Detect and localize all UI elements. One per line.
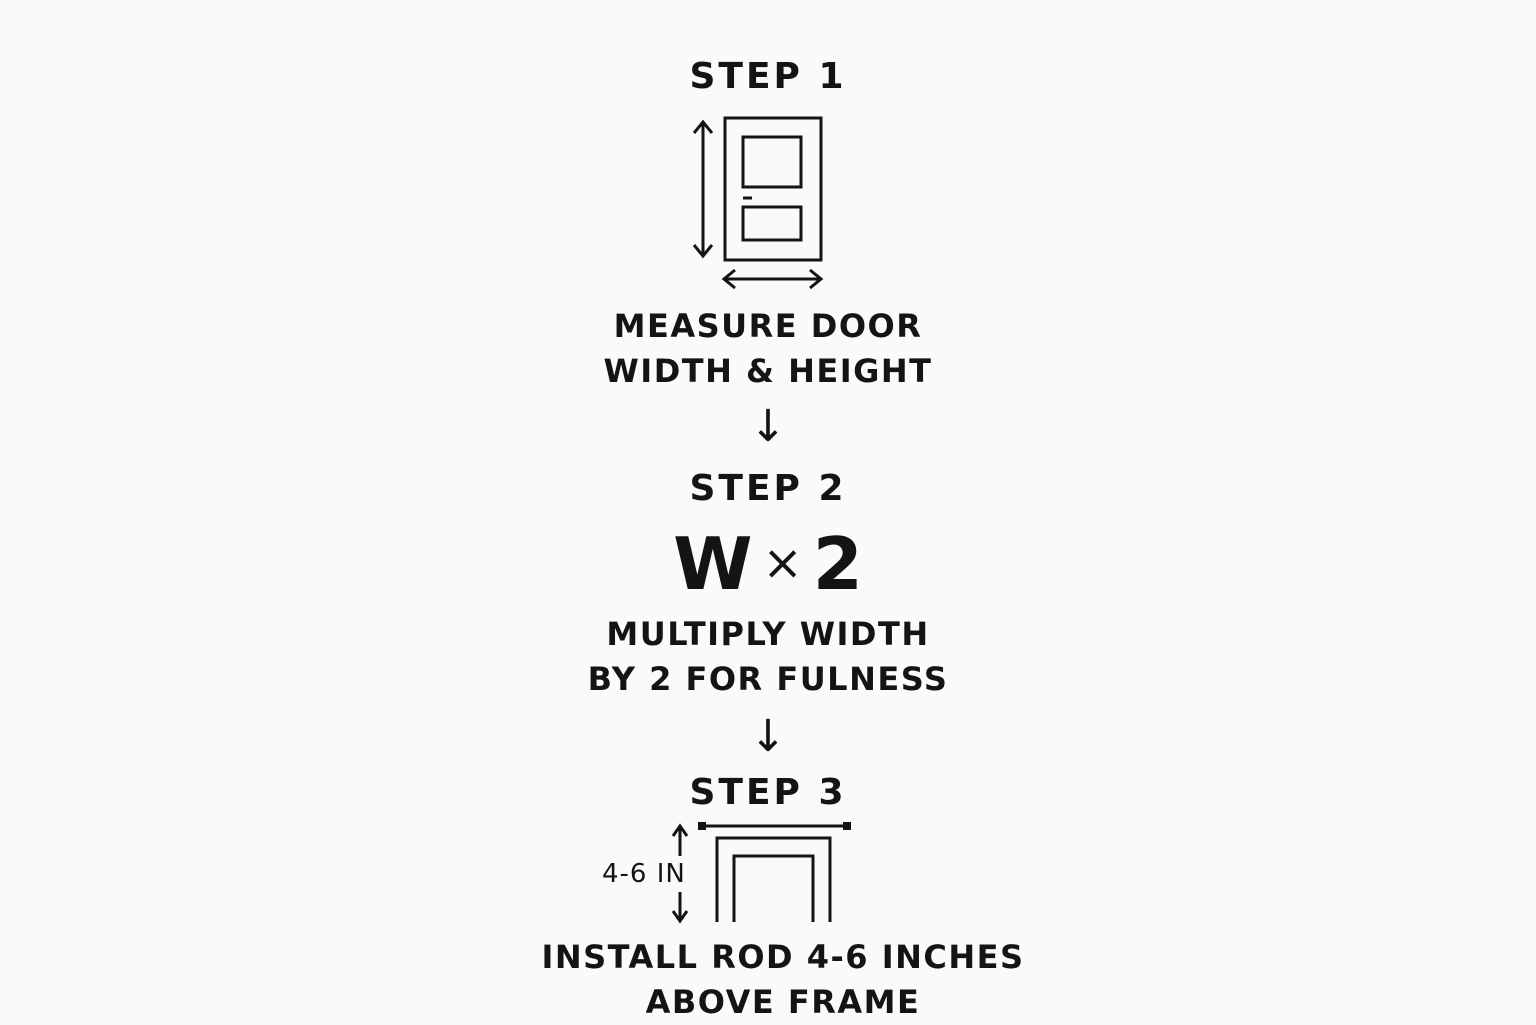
formula-width-symbol: W [673,522,753,606]
step-1-title: STEP 1 [689,56,847,97]
step-2-title: STEP 2 [689,468,847,509]
step-3-title: STEP 3 [689,772,847,813]
step-2-caption-line-1: MULTIPLY WIDTH [606,615,930,653]
step-3-caption-line-2: ABOVE FRAME [645,983,921,1021]
step-1-caption-line-2: WIDTH & HEIGHT [603,352,933,390]
step-1-caption [0,304,1536,394]
step-2-formula [0,522,1536,606]
step-3-caption-line-1: INSTALL ROD 4-6 INCHES [541,938,1025,976]
step-1-caption-line-1: MEASURE DOOR [613,307,923,345]
down-arrow-icon: ↓ [749,711,787,762]
step-2-caption-line-2: BY 2 FOR FULNESS [587,660,949,698]
formula-factor: 2 [812,522,863,606]
multiply-icon: × [762,535,803,591]
rod-height-dimension-label: 4-6 IN [602,859,686,889]
step-2-caption [0,612,1536,702]
down-arrow-icon: ↓ [749,401,787,452]
step-3-caption [0,935,1536,1025]
